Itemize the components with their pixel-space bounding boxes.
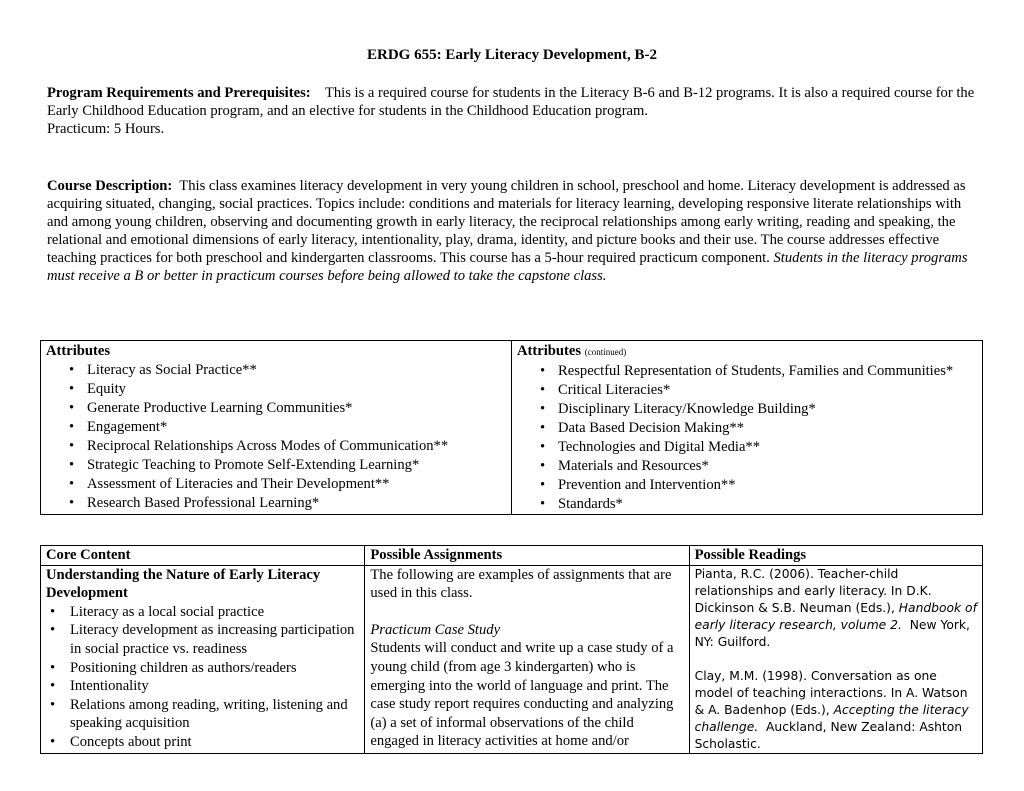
reading-clay (695, 668, 977, 753)
practicum-hours: Practicum: 5 Hours. (47, 121, 165, 137)
core-content-table (40, 545, 983, 754)
course-description-label: Course Description: (47, 178, 173, 194)
core-content-heading: Understanding the Nature of Early Literacy Development (46, 566, 321, 602)
assignments-cell (365, 565, 689, 753)
attribute-item: • Data Based Decision Making** (558, 419, 977, 438)
core-content-list (46, 603, 359, 752)
assignment-title: Practicum Case Study (370, 621, 501, 638)
attribute-item: • Materials and Resources* (558, 457, 977, 476)
attributes-right-column (512, 341, 983, 515)
attributes-list-right (517, 362, 977, 514)
attribute-item: • Disciplinary Literacy/Knowledge Building* (558, 400, 977, 419)
reading-pianta (695, 566, 977, 651)
attributes-header: Attributes (46, 343, 111, 359)
core-content-item: • Positioning children as authors/readers (70, 659, 359, 678)
attribute-item: • Assessment of Literacies and Their Development** (87, 475, 506, 494)
attribute-item: • Technologies and Digital Media** (558, 438, 977, 457)
attribute-item: • Standards* (558, 495, 977, 514)
attribute-item: • Equity (87, 380, 506, 399)
attribute-item: • Engagement* (87, 418, 506, 437)
attribute-item: • Respectful Representation of Students, Families and Communities* (558, 362, 977, 381)
attributes-continued-header (517, 342, 977, 362)
core-content-item: • Intentionality (70, 677, 359, 696)
reading-clay-title: Accepting the literacy challenge. (694, 702, 969, 734)
assignment-text: Students will conduct and write up a case study of a young child (from age 3 kindergarten) who is emerging into the world of language and print. The case study report requires conducting and analyzing (a) a set of informal observations of the child engaged in literacy activities at home and/or (370, 640, 674, 750)
attributes-right-title: Attributes (517, 343, 582, 359)
core-content-cell (41, 565, 365, 753)
attribute-item: • Reciprocal Relationships Across Modes of Communication** (87, 437, 506, 456)
core-content-item: • Relations among reading, writing, listening and speaking acquisition (70, 696, 359, 733)
core-content-item: • Concepts about print (70, 733, 359, 752)
header-possible-readings: Possible Readings (689, 546, 982, 566)
course-description-text: This class examines literacy development in very young children in school, preschool and home. Literacy development is addressed as acquiring situated, changing, social practices. Topics include: conditions and materials for literacy learning, developing responsive literate relationships with and among young children, observing and documenting growth in early literacy, the reciprocal relationships among early writing, reading and speaking, the relational and emotional dimensions of early literacy, intentionality, play, drama, identity, and picture books and their use. The course addresses effective teaching practices for both preschool and kindergarten classrooms. This course has a 5-hour required practicum component. (47, 178, 966, 266)
reading-pianta-publisher: New York, NY: Guilford. (694, 617, 970, 649)
reading-pianta-title: Handbook of early literacy research, volume 2. (694, 600, 977, 632)
attributes-continued-note: (continued) (584, 347, 627, 357)
attribute-item: • Strategic Teaching to Promote Self-Extending Learning* (87, 456, 506, 475)
program-requirements-label: Program Requirements and Prerequisites: (47, 85, 311, 101)
header-possible-assignments: Possible Assignments (365, 546, 689, 566)
attribute-item: • Literacy as Social Practice** (87, 361, 506, 380)
program-requirements-text: This is a required course for students in the Literacy B-6 and B-12 programs. It is also a required course for the Early Childhood Education program, and an elective for students in the Childhood Education program. (47, 85, 975, 119)
attribute-item: • Generate Productive Learning Communities* (87, 399, 506, 418)
attributes-list-left (46, 361, 506, 513)
document-title: ERDG 655: Early Literacy Development, B-2 (367, 47, 657, 63)
course-description-note: Students in the literacy programs must receive a B or better in practicum courses before being allowed to take the capstone class. (47, 250, 968, 284)
program-requirements (47, 84, 982, 138)
reading-clay-publisher: Auckland, New Zealand: Ashton Scholastic. (694, 719, 963, 751)
assignments-intro: The following are examples of assignments that are used in this class. (370, 566, 672, 602)
attributes-table (40, 340, 983, 515)
header-core-content: Core Content (41, 546, 365, 566)
reading-clay-citation: Clay, M.M. (1998). Conversation as one model of teaching interactions. In A. Watson & A. Badenhop (Eds.), (694, 668, 968, 717)
attribute-item: • Critical Literacies* (558, 381, 977, 400)
attributes-left-column (41, 341, 512, 515)
reading-pianta-citation: Pianta, R.C. (2006). Teacher-child relationships and early literacy. In D.K. Dickinson & S.B. Neuman (Eds.), (694, 566, 932, 615)
core-content-item: • Literacy development as increasing participation in social practice vs. readiness (70, 621, 359, 658)
readings-cell (689, 565, 982, 753)
attribute-item: • Prevention and Intervention** (558, 476, 977, 495)
attribute-item: • Research Based Professional Learning* (87, 494, 506, 513)
course-description (47, 177, 982, 285)
core-content-item: • Literacy as a local social practice (70, 603, 359, 622)
